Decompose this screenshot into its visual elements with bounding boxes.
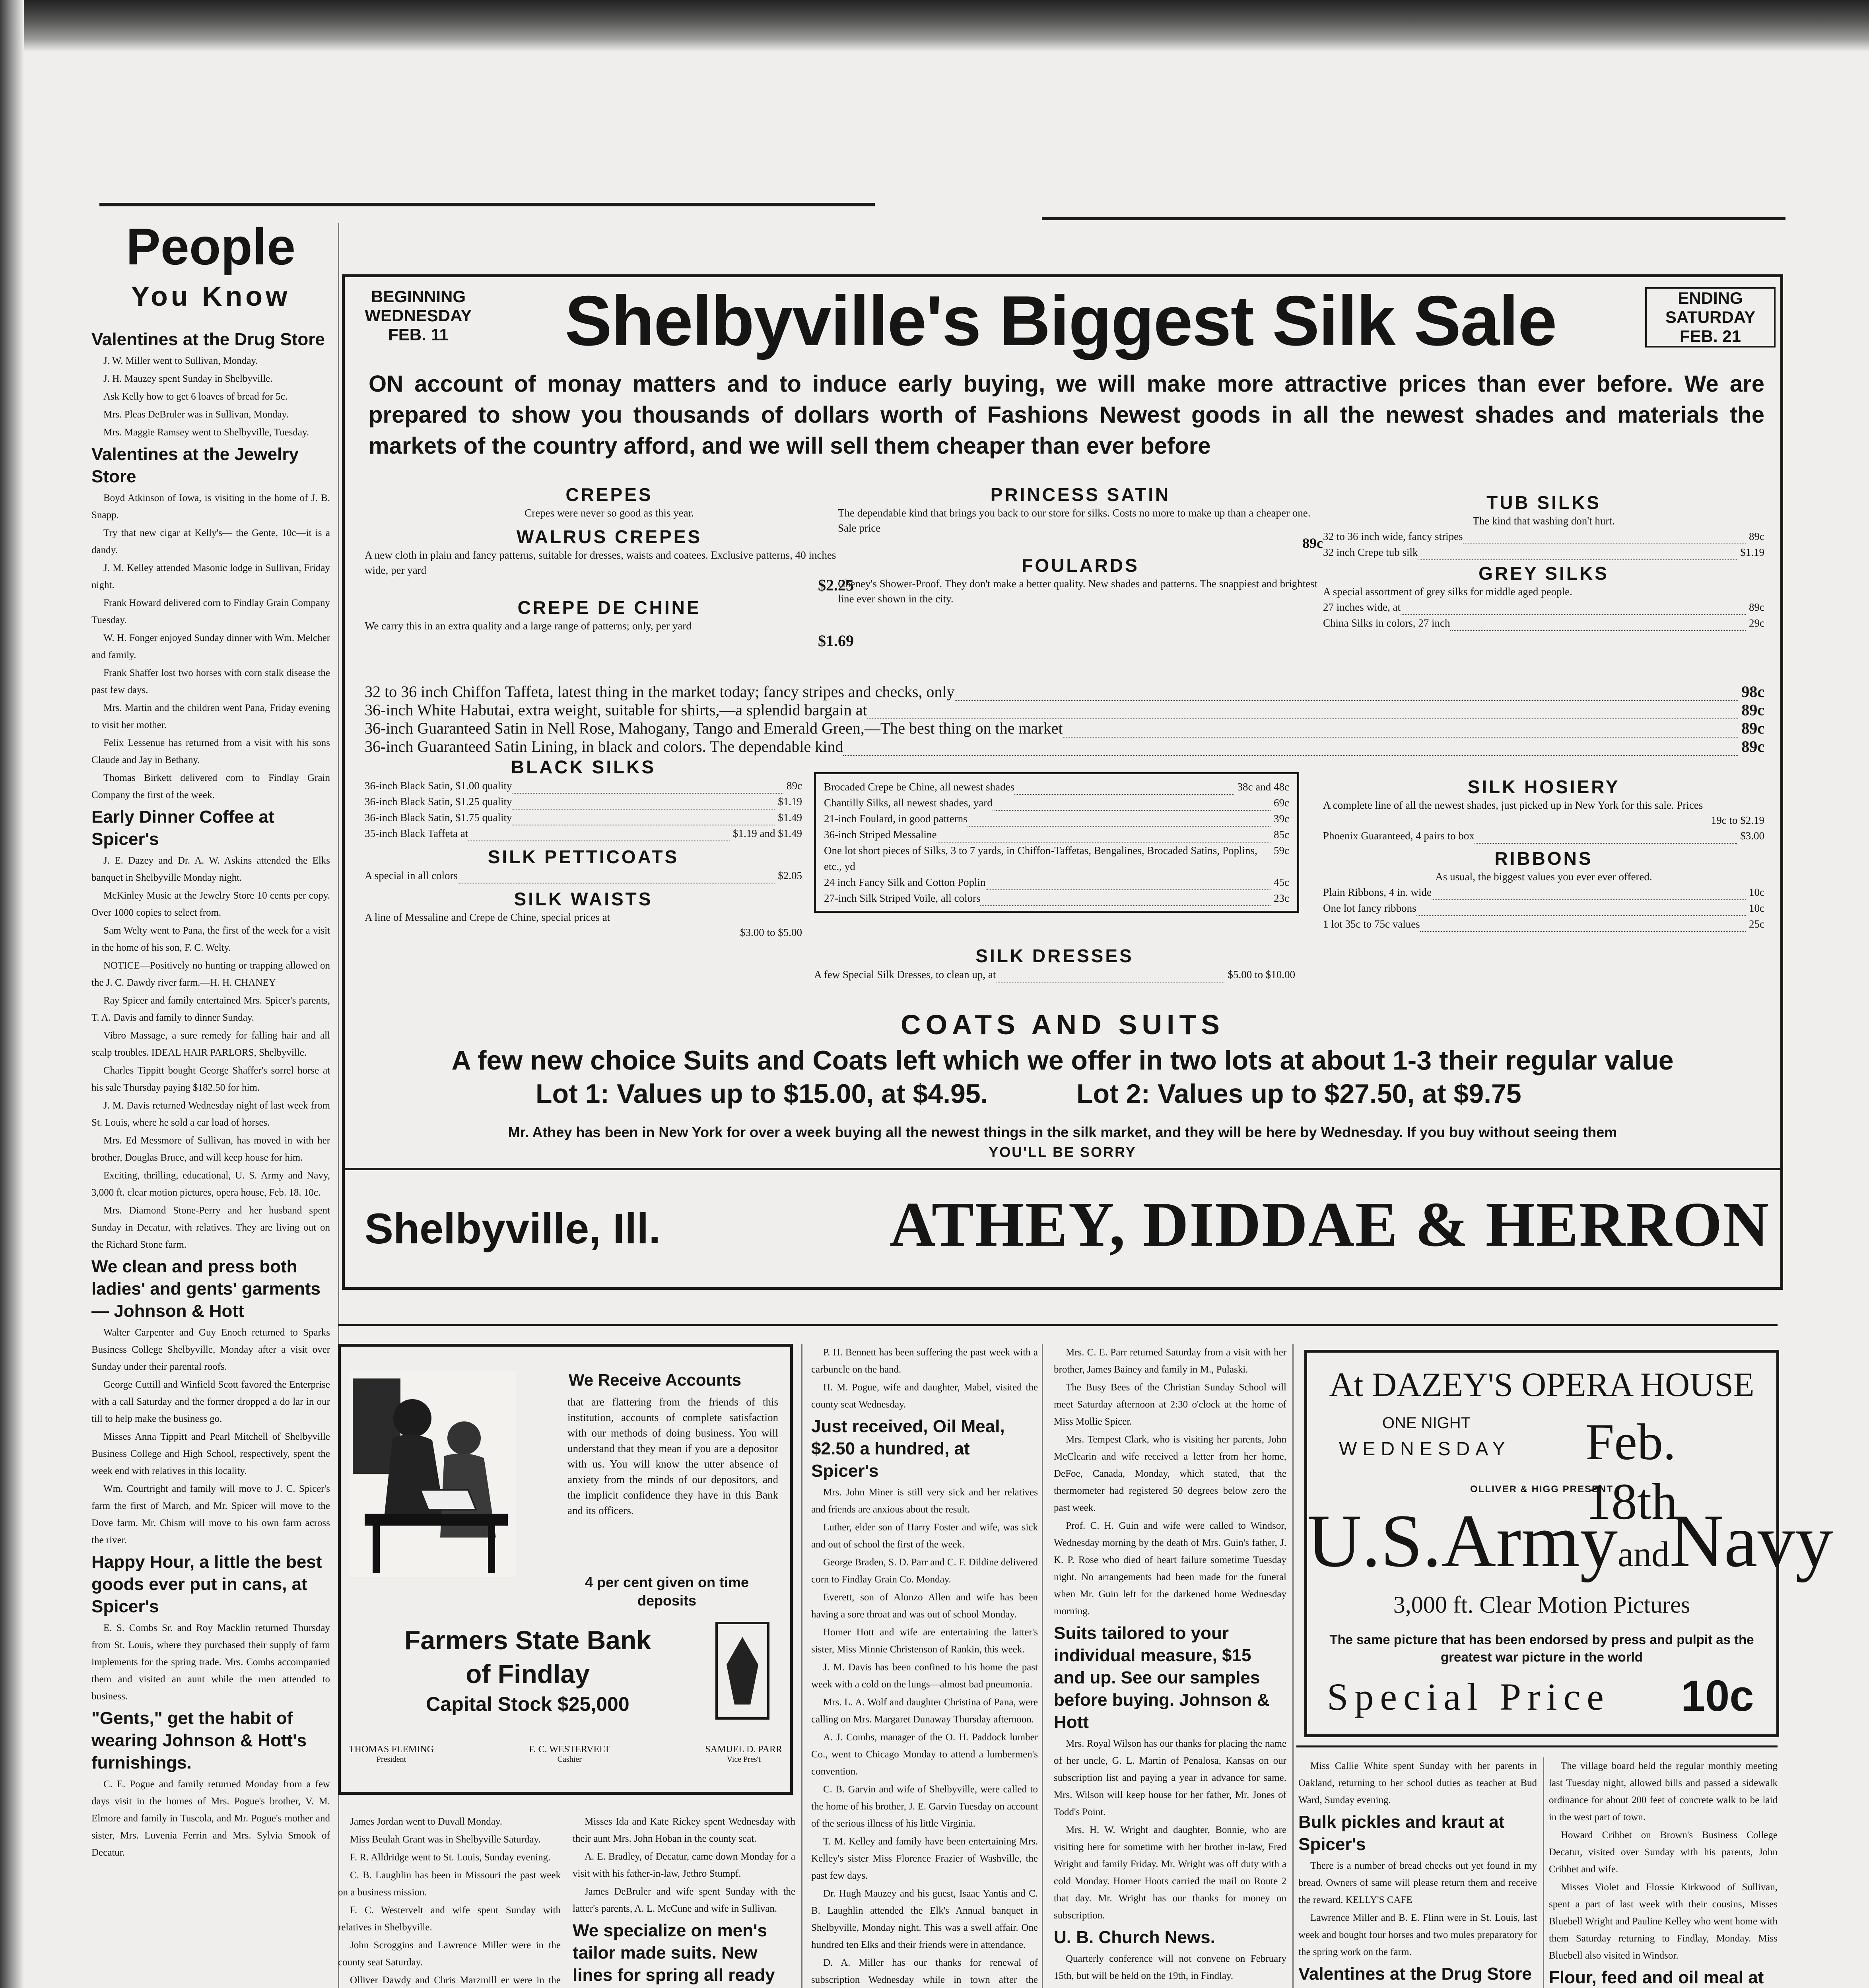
price-value: 98c	[1741, 683, 1764, 701]
price-label: One lot short pieces of Silks, 3 to 7 yards, in Chiffon-Taffetas, Bengalines, Brocaded Satins, Poplins, etc., yd	[824, 845, 1257, 872]
news-item: Walter Carpenter and Guy Enoch returned to Sparks Business College Shelbyville, Monday after a visit over Sunday under their parental roofs.	[91, 1327, 330, 1372]
news-item: Vibro Massage, a sure remedy for falling hair and all scalp troubles. IDEAL HAIR PARLORS, Shelbyville.	[91, 1030, 330, 1058]
price-row	[365, 794, 802, 810]
black-title: BLACK SILKS	[511, 757, 656, 777]
news-column-b	[338, 1813, 561, 1988]
price-value: $1.19 and $1.49	[733, 827, 802, 839]
news-item: C. E. Pogue and family returned Monday from a few days visit in the homes of Mrs. Pogue's brother, V. M. Elmore and family in Tuscola, and Mr. Pogue's mother and sister, Mrs. Luvenia Ferrin and Mrs. Sylvia Smook of Decatur.	[91, 1779, 330, 1858]
black-rows	[365, 778, 802, 841]
headline-item: Valentines at the Drug Store	[91, 330, 325, 349]
price-value: 89c	[1749, 601, 1764, 613]
begin-date: FEB. 11	[388, 325, 449, 344]
price-label: Brocaded Crepe be Chine, all newest shades	[824, 781, 1015, 793]
price-value: 10c	[1749, 902, 1764, 914]
chine-title: CREPE DE CHINE	[517, 597, 701, 618]
news-item: Dr. Hugh Mauzey and his guest, Isaac Yantis and C. B. Laughlin attended the Elk's Annual banquet in Shelbyville, Monday night. This was a swell affair. One hundred ten Elks and their friends were in attendance.	[811, 1888, 1038, 1950]
price-row	[1323, 900, 1764, 916]
bank-text: that are flattering from the friends of this institution, accounts of complete satisfaction with our methods of doing business. You will understand that they mean if you are a depositor with us. You will know the utter absence of anxiety from the minds of our depositors, and the implicit confidence they have in this Bank and its officers.	[567, 1396, 778, 1516]
opera-title-and: and	[1618, 1535, 1670, 1574]
bank-officer	[705, 1744, 782, 1764]
opera-endorse: The same picture that has been endorsed by press and pulpit as the greatest war picture in the world	[1329, 1632, 1754, 1664]
price-label: One lot fancy ribbons	[1323, 902, 1416, 914]
news-item: A. E. Bradley, of Decatur, came down Monday for a visit with his father-in-law, Jethro Stumpf.	[573, 1851, 795, 1879]
headline-item: Valentines at the Drug Store	[1298, 1964, 1532, 1984]
news-item: George Braden, S. D. Parr and C. F. Dildine delivered corn to Findlay Grain Co. Monday.	[811, 1557, 1038, 1585]
news-item: Boyd Atkinson of Iowa, is visiting in the home of J. B. Snapp.	[91, 493, 330, 520]
news-item: Felix Lessenue has returned from a visit with his sons Claude and Jay in Bethany.	[91, 738, 330, 765]
headline-item: Flour, feed and oil meal at	[1549, 1968, 1764, 1987]
price-row	[365, 683, 1764, 701]
headline-item: Happy Hour, a little the best goods ever put in cans, at Spicer's	[91, 1552, 322, 1616]
opera-wednesday: WEDNESDAY	[1339, 1439, 1511, 1460]
headline-item: Just received, Oil Meal, $2.50 a hundred, at Spicer's	[811, 1417, 1005, 1481]
silk-intro: ON account of monay matters and to induce early buying, we will make more attractive prices than ever before. We are prepared to show you thousands of dollars worth of Fashions Newest goods in all the newest shades and materials the markets of the country afford, and we will sell them cheaper than ever before	[369, 371, 1764, 459]
price-label: 36-inch Black Satin, $1.00 quality	[365, 780, 512, 792]
news-item: Howard Cribbet on Brown's Business College Decatur, visited over Sunday with his parents, John Cribbet and wife.	[1549, 1830, 1778, 1875]
grey-rows	[1323, 599, 1764, 631]
left-border-scan	[0, 0, 24, 1988]
price-value: 29c	[1749, 617, 1764, 629]
price-label: 36-inch Guaranteed Satin Lining, in black and colors. The dependable kind	[365, 738, 843, 755]
news-item: D. A. Miller has our thanks for renewal of subscription Wednesday while in town after the	[811, 1957, 1038, 1985]
price-row	[365, 778, 802, 794]
opera-presents: OLLIVER & HIGG PRESENT	[1470, 1484, 1614, 1495]
news-item: Mrs. L. A. Wolf and daughter Christina of Pana, were calling on Mrs. Margaret Dunaway Thursday afternoon.	[811, 1697, 1038, 1725]
news-item: Homer Hott and wife are entertaining the latter's sister, Miss Minnie Christenson of Rankin, this week.	[811, 1627, 1038, 1655]
price-label: 36-inch White Habutai, extra weight, suitable for shirts,—a splendid bargain at	[365, 701, 867, 719]
news-item: Olliver Dawdy and Chris Marzmill er were in the	[350, 1975, 561, 1986]
news-item: Ray Spicer and family entertained Mrs. Spicer's parents, T. A. Davis and family to dinner Sunday.	[91, 995, 330, 1023]
chine-price: $1.69	[818, 632, 854, 650]
news-item: Prof. C. H. Guin and wife were called to Windsor, Wednesday morning by the death of Mrs. Guin's father, J. K. P. Rose who died of heart failure sometime Tuesday night. No arrangements had been made for the funeral when Mr. Guin left for the darkened home Wednesday morning.	[1054, 1520, 1286, 1617]
price-row	[365, 719, 1764, 738]
officer-role: Cashier	[557, 1755, 582, 1764]
athey-note: Mr. Athey has been in New York for over a week buying all the newest things in the silk market, and they will be here by Wednesday. If you buy without seeing them	[508, 1124, 1617, 1140]
news-item: Luther, elder son of Harry Foster and wife, was sick and out of school the first of the week.	[811, 1522, 1038, 1550]
bank-name1: Farmers State Bank	[404, 1625, 651, 1655]
dresses-price: $5.00 to $10.00	[1228, 969, 1295, 980]
price-value: 10c	[1749, 886, 1764, 898]
hosiery-row-price: $3.00	[1740, 830, 1764, 842]
price-value: 25c	[1749, 918, 1764, 930]
end-day: SATURDAY	[1665, 308, 1756, 326]
news-item: George Cuttill and Winfield Scott favored the Enterprise with a call Saturday and the former dropped a do lar in our till to help make the business go.	[91, 1379, 330, 1424]
price-label: 27 inches wide, at	[1323, 601, 1401, 613]
price-row	[1323, 916, 1764, 932]
news-item: J. E. Dazey and Dr. A. W. Askins attended the Elks banquet in Shelbyville Monday night.	[91, 855, 330, 883]
news-item: C. B. Garvin and wife of Shelbyville, were called to the home of his brother, J. E. Garvin Tuesday on account of the serious illness of his little Virginia.	[811, 1784, 1038, 1829]
price-label: 35-inch Black Taffeta at	[365, 827, 468, 839]
news-column-c	[573, 1813, 795, 1988]
end-box	[1645, 287, 1776, 348]
news-item: Exciting, thrilling, educational, U. S. Army and Navy, 3,000 ft. clear motion pictures, opera house, Feb. 18. 10c.	[91, 1170, 330, 1198]
petticoats-price: $2.05	[778, 870, 802, 881]
news-item: J. H. Mauzey spent Sunday in Shelbyville.	[103, 373, 273, 384]
column-divider-2	[801, 1344, 802, 1988]
silk-middle-block	[838, 484, 1323, 606]
news-item: Quarterly conference will not convene on February 15th, but will be held on the 19th, in Findlay.	[1054, 1953, 1286, 1981]
news-item: McKinley Music at the Jewelry Store 10 cents per copy. Over 1000 copies to select from.	[91, 890, 330, 918]
waists-title: SILK WAISTS	[514, 889, 653, 909]
officer-name: SAMUEL D. PARR	[705, 1744, 782, 1755]
news-column-f	[1298, 1757, 1537, 1988]
news-column-e	[1054, 1344, 1286, 1988]
price-row	[1323, 528, 1764, 544]
headline-item: Suits tailored to your individual measure, $15 and up. See our samples before buying. Johnson & Hott	[1054, 1623, 1270, 1732]
news-item: J. M. Davis returned Wednesday night of last week from St. Louis, where he sold a car load of horses.	[91, 1100, 330, 1128]
officer-name: THOMAS FLEMING	[349, 1744, 434, 1755]
people-column	[91, 326, 330, 1988]
price-row	[824, 811, 1289, 827]
bank-capital: Capital Stock $25,000	[426, 1693, 629, 1715]
ribbons-rows	[1323, 884, 1764, 932]
walrus-text: A new cloth in plain and fancy patterns, suitable for dresses, waists and coatees. Exclusive patterns, 40 inches wide, per yard	[365, 549, 836, 576]
price-row	[365, 810, 802, 825]
news-item: F. C. Westervelt and wife spent Sunday with relatives in Shelbyville.	[338, 1905, 561, 1933]
news-item: Mrs. Martin and the children went Pana, Friday evening to visit her mother.	[91, 703, 330, 730]
column-divider-3	[1042, 1344, 1043, 1988]
begin-day: WEDNESDAY	[365, 306, 472, 325]
price-label: 32 to 36 inch wide, fancy stripes	[1323, 530, 1463, 542]
news-item: The Busy Bees of the Christian Sunday School will meet Saturday afternoon at 2:30 o'clock at the home of Miss Mollie Spicer.	[1054, 1382, 1286, 1427]
hosiery-row-label: Phoenix Guaranteed, 4 pairs to box	[1323, 830, 1475, 842]
people-title: People	[126, 217, 296, 276]
news-item: Mrs. John Miner is still very sick and her relatives and friends are anxious about the result.	[811, 1487, 1038, 1515]
princess-title: PRINCESS SATIN	[990, 484, 1171, 505]
headline-item: We clean and press both ladies' and gents' garments — Johnson & Hott	[91, 1257, 321, 1321]
silk-wide-rows	[365, 683, 1764, 756]
opera-clear: 3,000 ft. Clear Motion Pictures	[1393, 1592, 1690, 1618]
sorry-line: YOU'LL BE SORRY	[989, 1144, 1137, 1160]
silk-middle-box	[814, 772, 1299, 913]
price-label: 36-inch Black Satin, $1.25 quality	[365, 796, 512, 808]
opera-special: Special Price	[1327, 1675, 1610, 1718]
bank-seal-icon	[715, 1621, 770, 1720]
opera-title	[1307, 1498, 1833, 1584]
news-item: Mrs. Ed Messmore of Sullivan, has moved in with her brother, Douglas Bruce, and will keep house for him.	[91, 1135, 330, 1163]
news-item: NOTICE—Positively no hunting or trapping allowed on the J. C. Dawdy river farm.—H. H. CHANEY	[91, 960, 330, 988]
news-column-g	[1549, 1757, 1778, 1988]
hosiery-price: 19c to $2.19	[1711, 814, 1764, 826]
grey-text: A special assortment of grey silks for middle aged people.	[1323, 586, 1572, 598]
news-item: Miss Beulah Grant was in Shelbyville Saturday.	[350, 1834, 541, 1845]
news-item: Frank Howard delivered corn to Findlay Grain Company Tuesday.	[91, 598, 330, 625]
top-rule-right	[1042, 217, 1785, 220]
news-item: Misses Violet and Flossie Kirkwood of Sullivan, spent a part of last week with their cousins, Misses Bluebell Wright and Pauline Kelley who went home with them Saturday returning to Findlay, Monday. Miss Bluebell also visited in Windsor.	[1549, 1882, 1778, 1961]
tub-title: TUB SILKS	[1486, 492, 1601, 513]
price-value: 45c	[1274, 876, 1289, 888]
price-value: $1.19	[778, 796, 802, 808]
news-column-d	[811, 1344, 1038, 1988]
price-label: Chantilly Silks, all newest shades, yard	[824, 797, 993, 809]
mid-rule	[338, 1324, 1778, 1326]
price-label: 32 to 36 inch Chiffon Taffeta, latest thing in the market today; fancy stripes and checks, only	[365, 683, 955, 701]
news-item: Try that new cigar at Kelly's— the Gente, 10c—it is a dandy.	[91, 528, 330, 555]
headline-item: Bulk pickles and kraut at Spicer's	[1298, 1812, 1505, 1854]
price-row	[1323, 884, 1764, 900]
price-label: 36-inch Black Satin, $1.75 quality	[365, 812, 512, 823]
bank-ad	[338, 1344, 793, 1795]
silk-right-block	[1323, 492, 1764, 631]
news-item: Mrs. H. W. Wright and daughter, Bonnie, who are visiting here for sometime with her brother in-law, Fred Wright and family Friday. Mr. Wright was off duty with a cold Monday. Homer Hoots carried the mail on Route 2 that day. Mr. Wright has our thanks for money on subscription.	[1054, 1825, 1286, 1921]
price-label: 21-inch Foulard, in good patterns	[824, 813, 968, 825]
officer-name: F. C. WESTERVELT	[529, 1744, 610, 1755]
officer-role: Vice Pres't	[727, 1755, 761, 1764]
begin-box	[353, 287, 484, 344]
top-rule-left	[99, 203, 875, 206]
news-item: The village board held the regular monthly meeting last Tuesday night, allowed bills and passed a sidewalk ordinance for about 200 feet of concrete walk to be laid in the west part of town.	[1549, 1761, 1778, 1823]
price-row	[1323, 599, 1764, 615]
opera-line1: At DAZEY'S OPERA HOUSE	[1329, 1365, 1754, 1404]
walrus-price: $2.25	[818, 576, 854, 594]
news-item: A. J. Combs, manager of the O. H. Paddock lumber Co., went to Chicago Monday to attend a lumbermen's convention.	[811, 1732, 1038, 1777]
coats-lot1: Lot 1: Values up to $15.00, at $4.95.	[536, 1079, 988, 1109]
opera-ad	[1304, 1350, 1833, 1737]
news-item: P. H. Bennett has been suffering the past week with a carbuncle on the hand.	[811, 1347, 1038, 1375]
dresses-label: A few Special Silk Dresses, to clean up, at	[814, 969, 996, 980]
price-label: China Silks in colors, 27 inch	[1323, 617, 1450, 629]
headline-item: We specialize on men's tailor made suits. New lines for spring all ready	[573, 1921, 775, 1985]
opera-under-rule	[1296, 1745, 1778, 1747]
coats-line1: A few new choice Suits and Coats left which we offer in two lots at about 1-3 their regular value	[451, 1045, 1674, 1076]
price-value: 89c	[1741, 719, 1764, 737]
price-row	[824, 874, 1289, 890]
headline-item: Valentines at the Jewelry Store	[91, 445, 299, 486]
price-row	[824, 795, 1289, 811]
price-row	[824, 890, 1289, 906]
bank-officer	[529, 1744, 610, 1764]
news-item: H. M. Pogue, wife and daughter, Mabel, visited the county seat Wednesday.	[811, 1382, 1038, 1410]
coats-lot2: Lot 2: Values up to $27.50, at $9.75	[1076, 1079, 1521, 1109]
price-value: 89c	[1741, 738, 1764, 755]
opera-title-army: U.S.Army	[1307, 1499, 1618, 1583]
price-value: 89c	[1741, 701, 1764, 719]
foulards-title: FOULARDS	[1022, 555, 1139, 576]
news-item: There is a number of bread checks out yet found in my bread. Owners of same will please return them and receive the reward. KELLY'S CAFE	[1298, 1860, 1537, 1905]
price-label: 32 inch Crepe tub silk	[1323, 546, 1418, 558]
hosiery-text: A complete line of all the newest shades, just picked up in New York for this sale. Prices	[1323, 799, 1703, 811]
news-item: Frank Shaffer lost two horses with corn stalk disease the past few days.	[91, 668, 330, 695]
ribbons-title: RIBBONS	[1494, 848, 1593, 869]
petticoats-title: SILK PETTICOATS	[488, 846, 679, 867]
news-item: Thomas Birkett delivered corn to Findlay Grain Company the first of the week.	[91, 773, 330, 800]
bank-officer	[349, 1744, 434, 1764]
dresses-title: SILK DRESSES	[975, 945, 1134, 966]
news-item: J. W. Miller went to Sullivan, Monday.	[103, 355, 258, 366]
headline-item: U. B. Church News.	[1054, 1928, 1215, 1947]
silk-headline: Shelbyville's Biggest Silk Sale	[565, 281, 1556, 360]
news-item: C. B. Laughlin has been in Missouri the past week on a business mission.	[338, 1870, 561, 1898]
end-date: FEB. 21	[1679, 327, 1741, 346]
tub-text: The kind that washing don't hurt.	[1473, 515, 1615, 527]
chine-text: We carry this in an extra quality and a large range of patterns; only, per yard	[365, 620, 692, 632]
price-value: $1.19	[1740, 546, 1764, 558]
people-subtitle: You Know	[131, 281, 291, 312]
headline-item: "Gents," get the habit of wearing Johnson & Hott's furnishings.	[91, 1708, 307, 1773]
price-row	[824, 779, 1289, 795]
price-value: 38c and 48c	[1237, 781, 1289, 793]
bank-name2: of Findlay	[466, 1659, 590, 1689]
end-label: ENDING	[1678, 289, 1743, 307]
price-value: 23c	[1274, 892, 1289, 904]
price-row	[365, 701, 1764, 719]
news-item: Mrs. Maggie Ramsey went to Shelbyville, Tuesday.	[103, 427, 309, 438]
waists-text: A line of Messaline and Crepe de Chine, special prices at	[365, 911, 610, 923]
price-label: 36-inch Striped Messaline	[824, 829, 937, 841]
crepes-title: CREPES	[565, 484, 653, 505]
headline-item: Early Dinner Coffee at Spicer's	[91, 807, 274, 849]
silk-left-block	[365, 484, 854, 648]
news-item: Mrs. C. E. Parr returned Saturday from a visit with her brother, James Bainey and family in M., Pulaski.	[1054, 1347, 1286, 1375]
silk-sale-ad	[342, 274, 1783, 1290]
silk-dresses	[814, 945, 1295, 982]
princess-price: 89c	[1302, 535, 1323, 551]
price-value: 89c	[1749, 530, 1764, 542]
bank-interest: 4 per cent given on time deposits	[585, 1574, 749, 1609]
news-item: T. M. Kelley and family have been entertaining Mrs. Kelley's sister Miss Florence Frazier of Washville, the past few days.	[811, 1836, 1038, 1881]
hosiery-title: SILK HOSIERY	[1467, 777, 1620, 797]
dresses-row	[814, 967, 1295, 982]
foulards-text: Cheney's Shower-Proof. They don't make a better quality. New shades and patterns. The snappiest and brightest line ever shown in the city.	[838, 578, 1318, 605]
news-item: Sam Welty went to Pana, the first of the week for a visit in the home of his son, F. C. Welty.	[91, 925, 330, 953]
news-item: James Jordan went to Duvall Monday.	[350, 1816, 503, 1827]
news-item: J. M. Kelley attended Masonic lodge in Sullivan, Friday night.	[91, 563, 330, 590]
news-item: F. R. Alldridge went to St. Louis, Sunday evening.	[350, 1852, 551, 1863]
opera-date: Feb. 18th	[1585, 1413, 1678, 1530]
price-label: 1 lot 35c to 75c values	[1323, 918, 1420, 930]
princess-text: The dependable kind that brings you back to our store for silks. Costs no more to make up than a cheaper one. Sale price	[838, 507, 1311, 534]
news-item: Wm. Courtright and family will move to J. C. Spicer's farm the first of March, and Mr. Spicer will move to the Dove farm. Mr. Chism will move to his own farm across the river.	[91, 1483, 330, 1545]
price-row	[1323, 544, 1764, 560]
news-item: Mrs. Royal Wilson has our thanks for placing the name of her uncle, G. L. Martin of Penalosa, Kansas on our subscription list and paying a year in advance for same. Mrs. Wilson will keep house for her father, Mr. Jones of Todd's Point.	[1054, 1738, 1286, 1817]
price-value: $1.49	[778, 812, 802, 823]
petticoats-row	[365, 868, 802, 883]
news-item: E. S. Combs Sr. and Roy Macklin returned Thursday from St. Louis, where they purchased their supply of farm implements for the spring trade. Mrs. Combs accompanied them and visited an aunt while the men attended to business.	[91, 1623, 330, 1702]
price-row	[365, 825, 802, 841]
tub-rows	[1323, 528, 1764, 560]
price-value: 89c	[787, 780, 802, 792]
column-divider-4	[1292, 1344, 1294, 1988]
price-value: 69c	[1274, 797, 1289, 809]
news-item: Ask Kelly how to get 6 loaves of bread for 5c.	[103, 391, 288, 402]
bank-illustration	[349, 1371, 516, 1577]
grey-title: GREY SILKS	[1478, 563, 1609, 584]
ribbons-text: As usual, the biggest values you ever ever offered.	[1435, 871, 1652, 883]
news-item	[1054, 1985, 1286, 1988]
begin-label: BEGINNING	[371, 287, 466, 306]
news-item: W. H. Fonger enjoyed Sunday dinner with Wm. Melcher and family.	[91, 633, 330, 660]
news-item: Miss Callie White spent Sunday with her parents in Oakland, returning to her school duties as teacher at Bud Ward, Sunday evening.	[1298, 1761, 1537, 1806]
news-item: Everett, son of Alonzo Allen and wife has been having a sore throat and was out of school Monday.	[811, 1592, 1038, 1620]
ad-inner-rule	[345, 1168, 1780, 1170]
news-item: Misses Ida and Kate Rickey spent Wednesday with their aunt Mrs. John Hoban in the county seat.	[573, 1816, 795, 1844]
news-item: Lawrence Miller and B. E. Flinn were in St. Louis, last week and bought four horses and two mules preparatory for the spring work on the farm.	[1298, 1912, 1537, 1957]
price-value: 59c	[1274, 845, 1289, 856]
news-item: J. M. Davis has been confined to his home the past week with a cold on the lungs—almost bad pneumonia.	[811, 1662, 1038, 1690]
bank-title: We Receive Accounts	[568, 1371, 742, 1389]
silk-lower-left	[365, 756, 802, 940]
news-item: Misses Anna Tippitt and Pearl Mitchell of Shelbyville Business College and High School, respectively, spent the week end with relatives in this locality.	[91, 1431, 330, 1476]
price-value: 39c	[1274, 813, 1289, 825]
coats-title: COATS AND SUITS	[901, 1009, 1224, 1040]
news-item: Charles Tippitt bought George Shaffer's sorrel horse at his sale Thursday paying $182.50 for him.	[91, 1065, 330, 1093]
news-item: John Scroggins and Lawrence Miller were in the county seat Saturday.	[338, 1940, 561, 1968]
ad-firm: ATHEY, DIDDAE & HERRON	[890, 1189, 1770, 1260]
opera-title-navy: Navy	[1669, 1499, 1833, 1583]
price-label: 27-inch Silk Striped Voile, all colors	[824, 892, 981, 904]
officer-role: President	[376, 1755, 406, 1764]
column-divider-5	[1543, 1757, 1544, 1988]
price-row	[824, 827, 1289, 843]
news-item: Mrs. Tempest Clark, who is visiting her parents, John McClearin and wife received a letter from her home, DeFoe, Canada, Monday, which stated, that the thermometer had registered 50 degrees below zero the past week.	[1054, 1434, 1286, 1513]
petticoats-label: A special in all colors	[365, 870, 458, 881]
walrus-title: WALRUS CREPES	[516, 526, 702, 547]
price-row	[824, 843, 1289, 874]
ad-city: Shelbyville, Ill.	[365, 1204, 661, 1252]
price-label: 24 inch Fancy Silk and Cotton Poplin	[824, 876, 986, 888]
price-label: Plain Ribbons, 4 in. wide	[1323, 886, 1432, 898]
price-row	[365, 738, 1764, 756]
news-item: Mrs. Pleas DeBruler was in Sullivan, Monday.	[103, 409, 289, 420]
bank-officers	[349, 1744, 782, 1764]
waists-price: $3.00 to $5.00	[740, 926, 802, 938]
price-label: 36-inch Guaranteed Satin in Nell Rose, Mahogany, Tango and Emerald Green,—The best thing on the market	[365, 719, 1063, 737]
crepes-text: Crepes were never so good as this year.	[525, 507, 694, 519]
silk-lower-right	[1323, 776, 1764, 932]
news-item: James DeBruler and wife spent Sunday with the latter's parents, A. L. McCune and wife in Sullivan.	[573, 1886, 795, 1914]
opera-one-night: ONE NIGHT	[1382, 1414, 1471, 1432]
price-value: 85c	[1274, 829, 1289, 841]
price-row	[1323, 615, 1764, 631]
hosiery-row	[1323, 828, 1764, 844]
middle-rows	[824, 779, 1289, 906]
top-border-scan	[0, 0, 1869, 52]
opera-price: 10c	[1681, 1672, 1754, 1720]
news-item: Mrs. Diamond Stone-Perry and her husband spent Sunday in Decatur, with relatives. They are living out on the Richard Stone farm.	[91, 1205, 330, 1250]
